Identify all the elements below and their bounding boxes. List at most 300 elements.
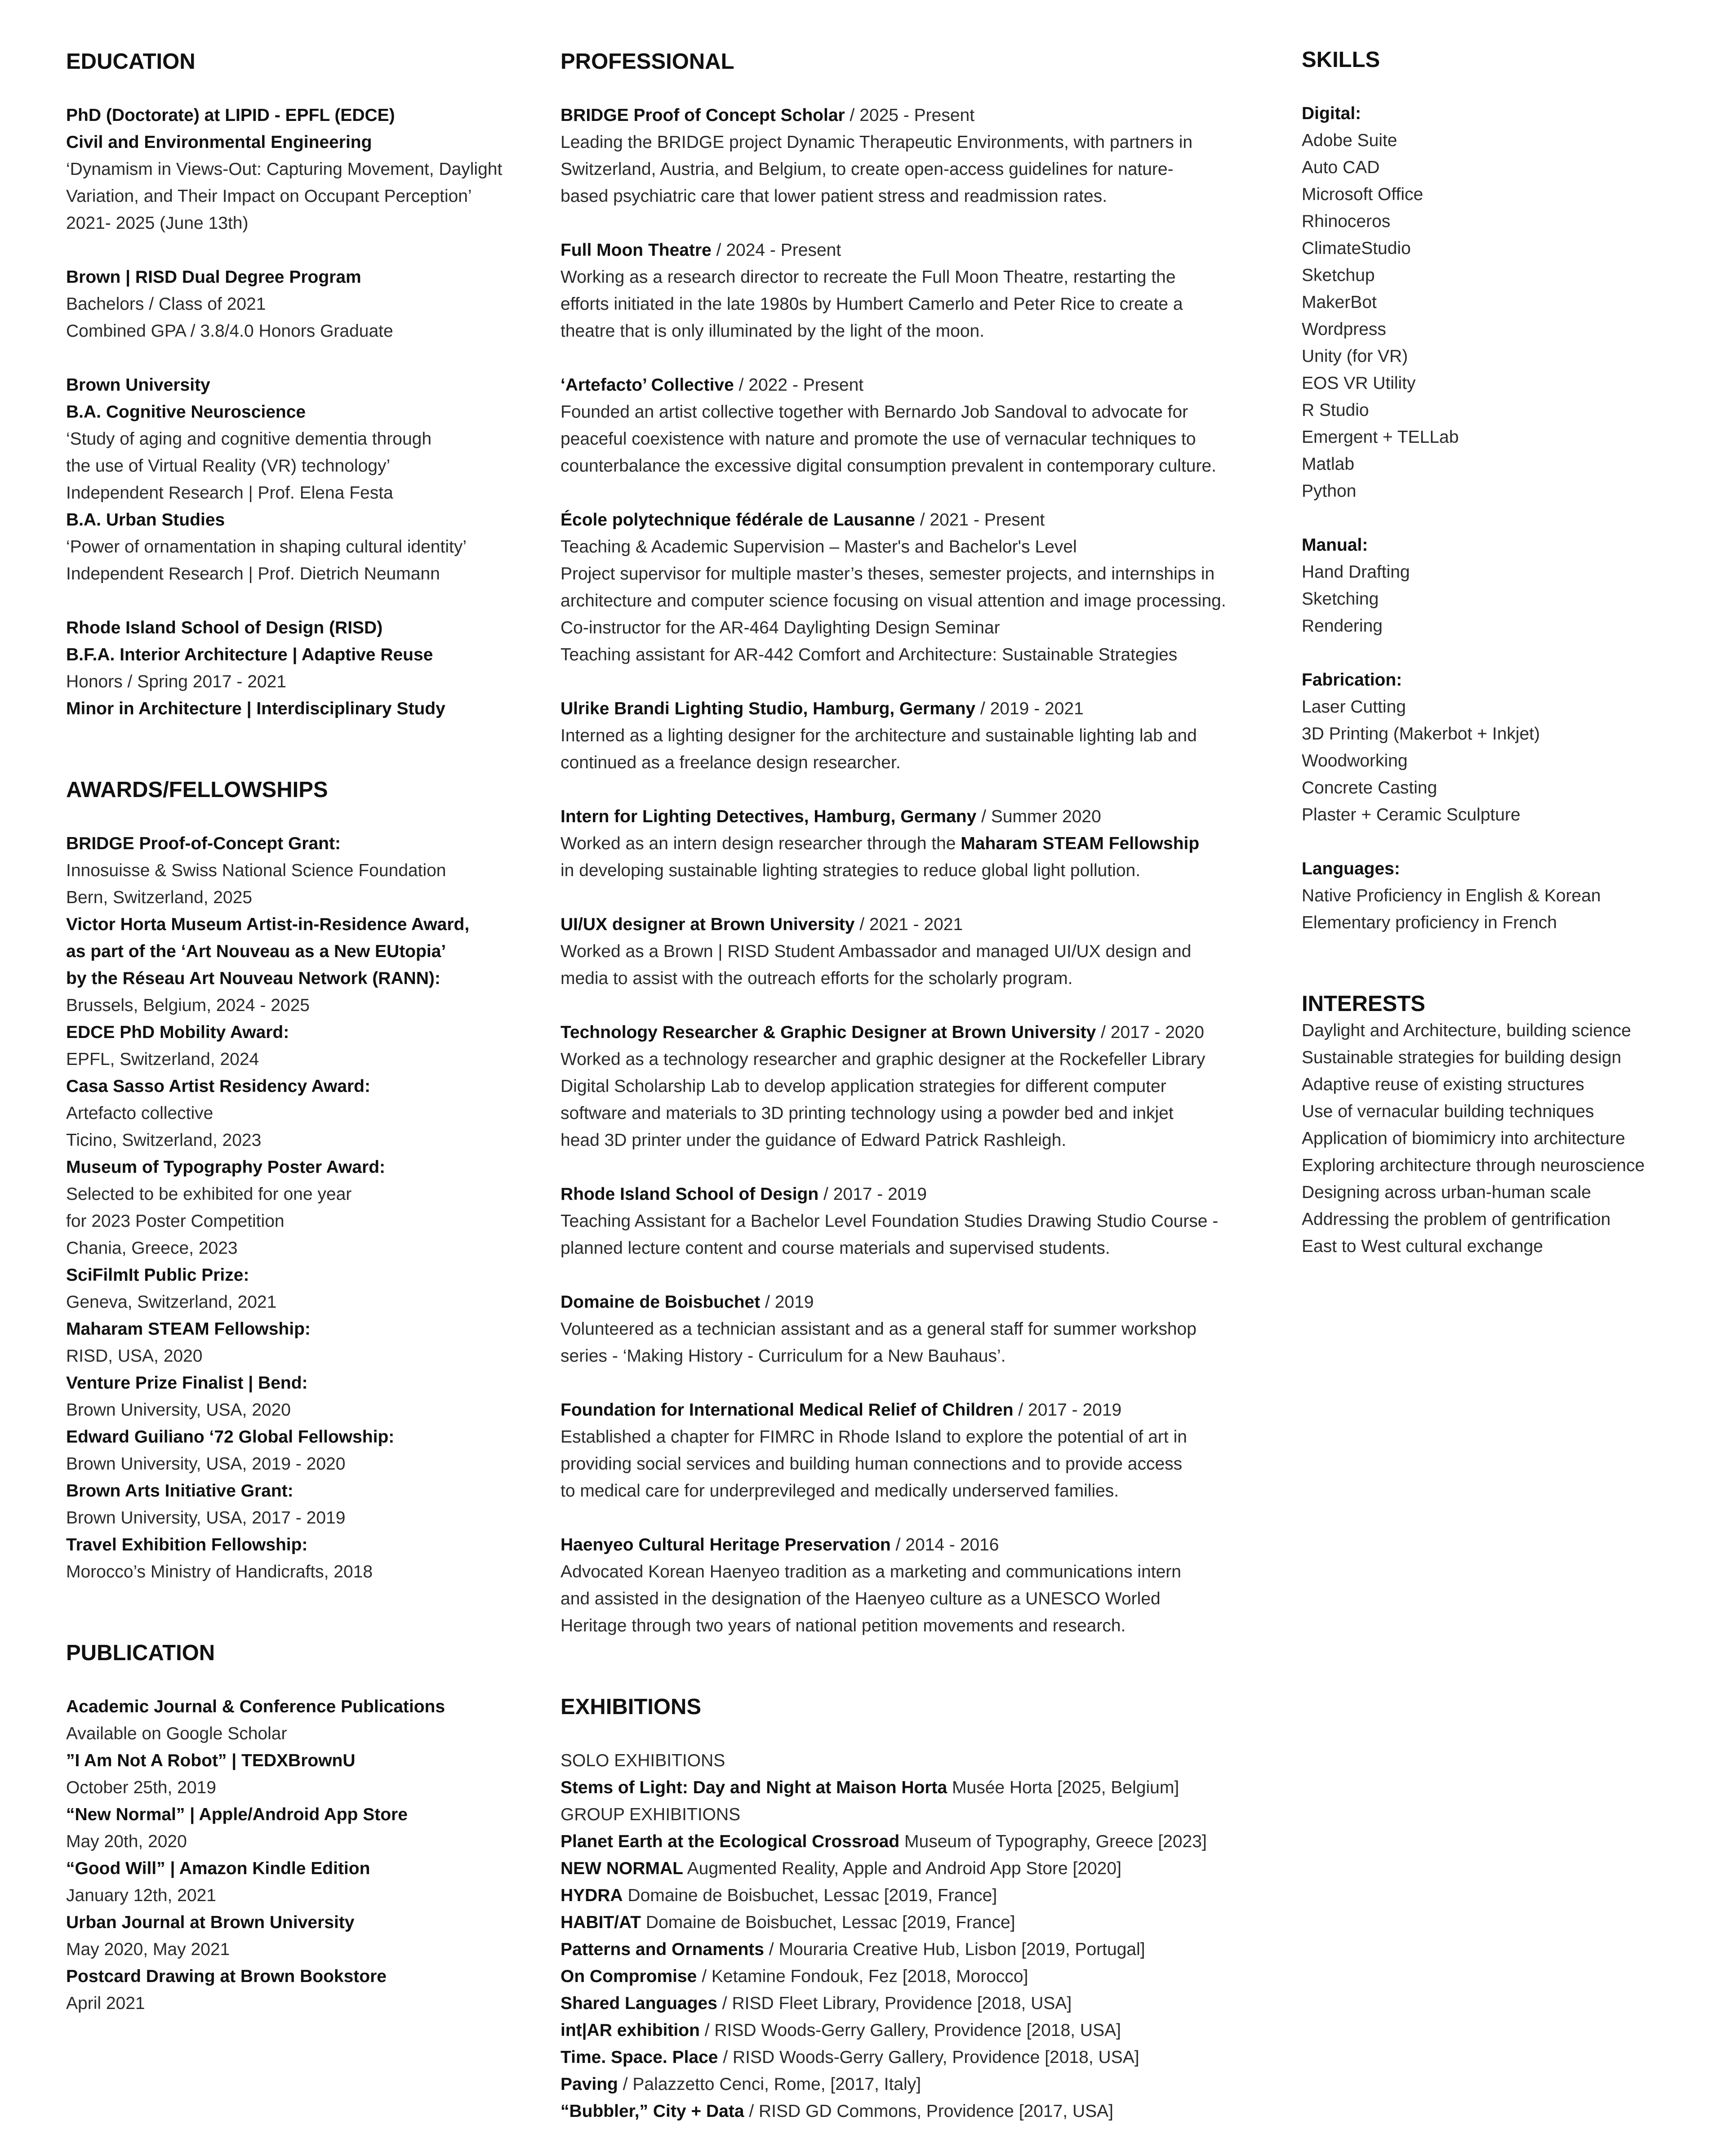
awards-line [66,992,529,1019]
spacer [1302,640,1697,667]
skills-line [1302,478,1697,505]
skills-section [1302,100,1697,936]
skills-line [1302,316,1697,343]
professional-line-text: in developing sustainable lighting strategies to reduce global light pollution. [561,861,1141,880]
awards-line-text: Brown University, USA, 2017 - 2019 [66,1508,346,1528]
interests-line [1302,1206,1697,1233]
professional-line [561,534,1271,561]
professional-line-bold: UI/UX designer at Brown University [561,915,855,934]
professional-line [561,1181,1271,1208]
interests-line-text: East to West cultural exchange [1302,1237,1543,1256]
education-section [66,102,529,722]
publication-line-text: October 25th, 2019 [66,1778,216,1797]
professional-line [561,561,1271,588]
professional-line-text: head 3D printer under the guidance of Edward Patrick Rashleigh. [561,1131,1067,1150]
awards-line-text: Brussels, Belgium, 2024 - 2025 [66,996,310,1015]
skills-line-text: Rendering [1302,616,1383,636]
skills-line [1302,748,1697,775]
professional-line [561,938,1271,965]
exhibitions-line-text: Musée Horta [2025, Belgium] [947,1778,1179,1797]
education-line-text: the use of Virtual Reality (VR) technology’ [66,456,391,476]
professional-line-text: theatre that is only illuminated by the light of the moon. [561,321,985,341]
professional-line-text: efforts initiated in the late 1980s by Humbert Camerlo and Peter Rice to create a [561,294,1183,314]
skills-line-text: Elementary proficiency in French [1302,913,1557,932]
professional-line [561,1100,1271,1127]
skills-line [1302,613,1697,640]
exhibitions-heading: EXHIBITIONS [561,1695,702,1719]
professional-line-text: and assisted in the designation of the Haenyeo culture as a UNESCO Worled [561,1589,1161,1608]
professional-line [561,965,1271,992]
skills-line-text: EOS VR Utility [1302,374,1416,393]
professional-line-text: Teaching & Academic Supervision – Master's and Bachelor's Level [561,537,1077,557]
education-line-bold: B.A. Cognitive Neuroscience [66,402,306,422]
professional-line-text: Worked as a technology researcher and graphic designer at the Rockefeller Library [561,1050,1206,1069]
awards-line [66,1046,529,1073]
skills-line-bold: Manual: [1302,535,1368,555]
education-line-bold: Brown University [66,375,210,395]
spacer [561,1370,1271,1397]
skills-line [1302,262,1697,289]
publication-line [66,1909,529,1936]
skills-line [1302,127,1697,154]
professional-line [561,156,1271,183]
publication-line-bold: “Good Will” | Amazon Kindle Edition [66,1859,370,1878]
awards-line-bold: Brown Arts Initiative Grant: [66,1481,294,1501]
professional-line-bold: École polytechnique fédérale de Lausanne [561,510,915,530]
education-heading: EDUCATION [66,49,196,74]
professional-line-text: / 2017 - 2019 [1013,1400,1122,1420]
exhibitions-line-text: / RISD GD Commons, Providence [2017, USA] [744,2102,1113,2121]
professional-line-text: Established a chapter for FIMRC in Rhode Island to explore the potential of art in [561,1427,1187,1447]
exhibitions-line [561,1747,1271,1774]
professional-line [561,453,1271,480]
education-line-text: Independent Research | Prof. Dietrich Neumann [66,564,440,584]
spacer [561,992,1271,1019]
professional-line-text: / 2014 - 2016 [890,1535,999,1555]
exhibitions-line [561,2044,1271,2071]
awards-line [66,1154,529,1181]
professional-line-text: / 2019 - 2021 [975,699,1084,718]
skills-line-text: ClimateStudio [1302,239,1411,258]
professional-line-text: / Summer 2020 [976,807,1101,826]
skills-line [1302,289,1697,316]
professional-line [561,1316,1271,1343]
skills-line-text: Rhinoceros [1302,212,1391,231]
professional-line [561,1073,1271,1100]
awards-line-bold: Maharam STEAM Fellowship: [66,1319,311,1339]
education-line [66,399,529,426]
skills-line [1302,909,1697,936]
professional-line-bold: Full Moon Theatre [561,241,712,260]
exhibitions-line-bold: Stems of Light: Day and Night at Maison Horta [561,1778,948,1797]
education-line-bold: B.F.A. Interior Architecture | Adaptive Reuse [66,645,433,664]
exhibitions-line-bold: Patterns and Ornaments [561,1940,764,1959]
exhibitions-line-text: Domaine de Boisbuchet, Lessac [2019, France] [623,1886,997,1905]
skills-line-bold: Languages: [1302,859,1400,878]
professional-line [561,1397,1271,1424]
awards-line [66,911,529,938]
education-line-text: Variation, and Their Impact on Occupant Perception’ [66,187,472,206]
education-line-text: Independent Research | Prof. Elena Festa [66,483,393,503]
education-line [66,183,529,210]
skills-line [1302,721,1697,748]
awards-line [66,965,529,992]
publication-line [66,1936,529,1963]
professional-line-text: media to assist with the outreach efforts for the scholarly program. [561,969,1073,988]
exhibitions-line [561,1882,1271,1909]
skills-line [1302,208,1697,235]
professional-line-bold: Technology Researcher & Graphic Designer at Brown University [561,1023,1096,1042]
exhibitions-line-text: / Ketamine Fondouk, Fez [2018, Morocco] [697,1967,1028,1986]
professional-line [561,1451,1271,1478]
spacer [66,237,529,264]
skills-line [1302,235,1697,262]
skills-line-text: Wordpress [1302,320,1386,339]
interests-line [1302,1179,1697,1206]
professional-line-text: providing social services and building human connections and to provide access [561,1454,1183,1474]
skills-line [1302,882,1697,909]
awards-line [66,1397,529,1424]
professional-line [561,588,1271,615]
skills-line-text: Microsoft Office [1302,185,1424,204]
professional-line [561,426,1271,453]
awards-line [66,884,529,911]
awards-line-text: Artefacto collective [66,1104,214,1123]
education-line [66,480,529,507]
professional-line [561,291,1271,318]
publication-line-bold: ”I Am Not A Robot” | TEDXBrownU [66,1751,356,1770]
exhibitions-line [561,1909,1271,1936]
skills-line-text: Plaster + Ceramic Sculpture [1302,805,1521,824]
publication-line-bold: Postcard Drawing at Brown Bookstore [66,1967,387,1986]
publication-line-text: April 2021 [66,1994,145,2013]
interests-heading: INTERESTS [1302,992,1425,1016]
professional-line [561,1235,1271,1262]
professional-line [561,1019,1271,1046]
exhibitions-line-text: / RISD Woods-Gerry Gallery, Providence [2018, USA] [718,2048,1139,2067]
education-line [66,695,529,722]
exhibitions-line-bold: Time. Space. Place [561,2048,718,2067]
exhibitions-line-bold: Paving [561,2075,618,2094]
education-line-bold: Rhode Island School of Design (RISD) [66,618,383,637]
education-line [66,291,529,318]
publication-line-bold: “New Normal” | Apple/Android App Store [66,1805,408,1824]
professional-line [561,507,1271,534]
skills-line-text: Sketching [1302,589,1379,609]
skills-line-text: Hand Drafting [1302,562,1410,582]
awards-line [66,1505,529,1532]
publication-line-bold: Urban Journal at Brown University [66,1913,355,1932]
education-line-text: 2021- 2025 (June 13th) [66,214,249,233]
professional-line-text: software and materials to 3D printing technology using a powder bed and inkjet [561,1104,1174,1123]
skills-line-text: Auto CAD [1302,158,1380,177]
professional-line-text: series - ‘Making History - Curriculum for a New Bauhaus’. [561,1346,1006,1366]
professional-line-text: / 2021 - Present [915,510,1045,530]
education-line [66,453,529,480]
professional-line-text: / 2019 [760,1292,814,1312]
skills-line-text: Python [1302,481,1357,501]
professional-line-bold: Rhode Island School of Design [561,1185,819,1204]
exhibitions-line-text: / RISD Woods-Gerry Gallery, Providence [2018, USA] [699,2021,1121,2040]
awards-line [66,1370,529,1397]
awards-line [66,1559,529,1586]
skills-line-text: Concrete Casting [1302,778,1437,797]
professional-heading: PROFESSIONAL [561,49,734,74]
exhibitions-line-text: GROUP EXHIBITIONS [561,1805,741,1824]
interests-line-text: Application of biomimicry into architecture [1302,1129,1625,1148]
awards-line [66,1127,529,1154]
education-line-text: ‘Power of ornamentation in shaping cultural identity’ [66,537,467,557]
education-line [66,318,529,345]
exhibitions-line [561,1936,1271,1963]
skills-line-text: 3D Printing (Makerbot + Inkjet) [1302,724,1540,744]
publication-line [66,1855,529,1882]
education-line-bold: PhD (Doctorate) at LIPID - EPFL (EDCE) [66,106,395,125]
awards-line-bold: EDCE PhD Mobility Award: [66,1023,289,1042]
education-line-text: ‘Dynamism in Views-Out: Capturing Movement, Daylight [66,160,503,179]
education-line [66,426,529,453]
skills-line [1302,802,1697,829]
awards-line [66,1208,529,1235]
skills-line-text: Woodworking [1302,751,1408,771]
education-line [66,210,529,237]
professional-line-text: continued as a freelance design researcher. [561,753,901,772]
skills-line-text: Emergent + TELLab [1302,428,1459,447]
awards-line [66,1478,529,1505]
professional-line [561,615,1271,641]
publication-line [66,1774,529,1801]
interests-line [1302,1017,1697,1044]
awards-line-bold: Museum of Typography Poster Award: [66,1158,386,1177]
professional-line-text: / 2017 - 2019 [819,1185,927,1204]
exhibitions-line [561,1963,1271,1990]
interests-line [1302,1125,1697,1152]
skills-line [1302,451,1697,478]
skills-line [1302,532,1697,559]
professional-line-text: / 2025 - Present [845,106,975,125]
professional-line [561,1586,1271,1613]
awards-line-bold: by the Réseau Art Nouveau Network (RANN): [66,969,440,988]
awards-line [66,1343,529,1370]
professional-line [561,830,1271,857]
publication-line [66,1963,529,1990]
professional-line-text: Switzerland, Austria, and Belgium, to create open-access guidelines for nature- [561,160,1174,179]
awards-line [66,1181,529,1208]
professional-line-text: / 2022 - Present [734,375,864,395]
spacer [1302,505,1697,532]
exhibitions-line-text: / Palazzetto Cenci, Rome, [2017, Italy] [618,2075,921,2094]
awards-line-bold: Victor Horta Museum Artist-in-Residence Award, [66,915,470,934]
education-line-bold: Brown | RISD Dual Degree Program [66,267,361,287]
skills-line [1302,667,1697,694]
awards-line-text: Ticino, Switzerland, 2023 [66,1131,262,1150]
skills-line-bold: Digital: [1302,104,1361,123]
professional-line [561,911,1271,938]
professional-line-text: Leading the BRIDGE project Dynamic Therapeutic Environments, with partners in [561,133,1193,152]
interests-line-text: Sustainable strategies for building design [1302,1048,1622,1067]
exhibitions-line-bold: NEW NORMAL [561,1859,683,1878]
professional-line [561,722,1271,749]
interests-line [1302,1098,1697,1125]
interests-line-text: Designing across urban-human scale [1302,1183,1591,1202]
education-line [66,668,529,695]
awards-line [66,938,529,965]
professional-line-text: / 2017 - 2020 [1096,1023,1204,1042]
professional-line [561,129,1271,156]
education-line [66,372,529,399]
professional-section [561,102,1271,1639]
interests-line-text: Exploring architecture through neuroscience [1302,1156,1645,1175]
professional-line-text: Interned as a lighting designer for the architecture and sustainable lighting lab and [561,726,1197,745]
skills-line [1302,370,1697,397]
education-line-text: ‘Study of aging and cognitive dementia through [66,429,432,449]
awards-line [66,1316,529,1343]
exhibitions-line [561,1774,1271,1801]
publication-line [66,1801,529,1828]
exhibitions-line-text: SOLO EXHIBITIONS [561,1751,725,1770]
exhibitions-line-text: Domaine de Boisbuchet, Lessac [2019, France] [641,1913,1015,1932]
skills-line [1302,343,1697,370]
professional-line [561,1289,1271,1316]
awards-line-bold: Edward Guiliano ‘72 Global Fellowship: [66,1427,395,1447]
publication-line [66,1720,529,1747]
skills-line-bold: Fabrication: [1302,670,1402,690]
skills-line-text: R Studio [1302,401,1369,420]
spacer [561,1154,1271,1181]
interests-line [1302,1233,1697,1260]
professional-line-text: counterbalance the excessive digital consumption prevalent in contemporary culture. [561,456,1216,476]
professional-line [561,695,1271,722]
awards-line [66,1019,529,1046]
spacer [561,1505,1271,1532]
spacer [1302,829,1697,855]
skills-line [1302,424,1697,451]
awards-line [66,1289,529,1316]
professional-line-text: to medical care for underprevileged and medically underserved families. [561,1481,1119,1501]
professional-line [561,237,1271,264]
skills-line [1302,397,1697,424]
skills-line [1302,100,1697,127]
professional-line-bold: Intern for Lighting Detectives, Hamburg, Germany [561,807,977,826]
awards-line [66,1532,529,1559]
professional-line [561,1559,1271,1586]
professional-line [561,1613,1271,1639]
professional-line [561,1532,1271,1559]
professional-line [561,1424,1271,1451]
publication-line-text: May 2020, May 2021 [66,1940,230,1959]
professional-line [561,1478,1271,1505]
publication-line [66,1747,529,1774]
skills-line [1302,775,1697,802]
exhibitions-line-bold: “Bubbler,” City + Data [561,2102,744,2121]
exhibitions-line-text: Museum of Typography, Greece [2023] [899,1832,1207,1851]
professional-line-bold: Ulrike Brandi Lighting Studio, Hamburg, Germany [561,699,976,718]
professional-line [561,857,1271,884]
interests-line-text: Daylight and Architecture, building science [1302,1021,1631,1040]
professional-line-bold: BRIDGE Proof of Concept Scholar [561,106,845,125]
education-line-text: Honors / Spring 2017 - 2021 [66,672,286,691]
professional-line-bold: Foundation for International Medical Relief of Children [561,1400,1014,1420]
professional-line [561,102,1271,129]
middle-column [561,0,1271,2125]
awards-line-text: Brown University, USA, 2019 - 2020 [66,1454,346,1474]
skills-line [1302,559,1697,586]
awards-heading: AWARDS/FELLOWSHIPS [66,778,328,802]
spacer [66,345,529,372]
awards-line-text: Innosuisse & Swiss National Science Foundation [66,861,446,880]
awards-line [66,830,529,857]
spacer [561,668,1271,695]
skills-line [1302,855,1697,882]
education-line [66,264,529,291]
spacer [561,345,1271,372]
publication-line-text: January 12th, 2021 [66,1886,216,1905]
education-line [66,129,529,156]
education-line-bold: B.A. Urban Studies [66,510,225,530]
education-line [66,156,529,183]
awards-line-text: Morocco’s Ministry of Handicrafts, 2018 [66,1562,373,1581]
exhibitions-line-bold: HABIT/AT [561,1913,641,1932]
awards-line-bold: SciFilmIt Public Prize: [66,1265,249,1285]
awards-line-bold: BRIDGE Proof-of-Concept Grant: [66,834,341,853]
exhibitions-line [561,2098,1271,2125]
awards-line-bold: Travel Exhibition Fellowship: [66,1535,308,1555]
publication-line [66,1990,529,2017]
professional-line [561,183,1271,210]
spacer [561,480,1271,507]
exhibitions-line [561,1990,1271,2017]
professional-line [561,641,1271,668]
awards-line-text: RISD, USA, 2020 [66,1346,203,1366]
professional-line [561,264,1271,291]
exhibitions-line [561,2017,1271,2044]
awards-line [66,1073,529,1100]
awards-line-text: for 2023 Poster Competition [66,1212,285,1231]
skills-line-text: Native Proficiency in English & Korean [1302,886,1601,905]
exhibitions-line-bold: Shared Languages [561,1994,717,2013]
education-line-bold: Civil and Environmental Engineering [66,133,372,152]
professional-line-text: Co-instructor for the AR-464 Daylighting Design Seminar [561,618,1000,637]
professional-line [561,749,1271,776]
left-column [66,0,529,2017]
skills-line [1302,154,1697,181]
exhibitions-line-bold: int|AR exhibition [561,2021,700,2040]
professional-line-text: planned lecture content and course materials and supervised students. [561,1238,1110,1258]
education-line-text: Combined GPA / 3.8/4.0 Honors Graduate [66,321,393,341]
professional-line [561,318,1271,345]
professional-line [561,803,1271,830]
professional-line [561,399,1271,426]
awards-line-text: Selected to be exhibited for one year [66,1185,352,1204]
exhibitions-line-bold: On Compromise [561,1967,697,1986]
publication-line-text: Available on Google Scholar [66,1724,287,1743]
professional-line-text: / 2024 - Present [711,241,841,260]
professional-line-text: based psychiatric care that lower patient stress and readmission rates. [561,187,1108,206]
professional-line-text: Worked as a Brown | RISD Student Ambassador and managed UI/UX design and [561,942,1192,961]
awards-line [66,1235,529,1262]
exhibitions-line-bold: Planet Earth at the Ecological Crossroad [561,1832,900,1851]
awards-line-text: Bern, Switzerland, 2025 [66,888,253,907]
professional-line-text: Teaching assistant for AR-442 Comfort and Architecture: Sustainable Strategies [561,645,1178,664]
professional-line-text: peaceful coexistence with nature and promote the use of vernacular techniques to [561,429,1196,449]
interests-line-text: Addressing the problem of gentrification [1302,1210,1611,1229]
interests-line-text: Use of vernacular building techniques [1302,1102,1594,1121]
awards-line [66,1100,529,1127]
professional-line-text: Teaching Assistant for a Bachelor Level Foundation Studies Drawing Studio Course - [561,1212,1219,1231]
professional-line [561,372,1271,399]
awards-line-bold: as part of the ‘Art Nouveau as a New EUtopia’ [66,942,446,961]
education-line [66,561,529,588]
